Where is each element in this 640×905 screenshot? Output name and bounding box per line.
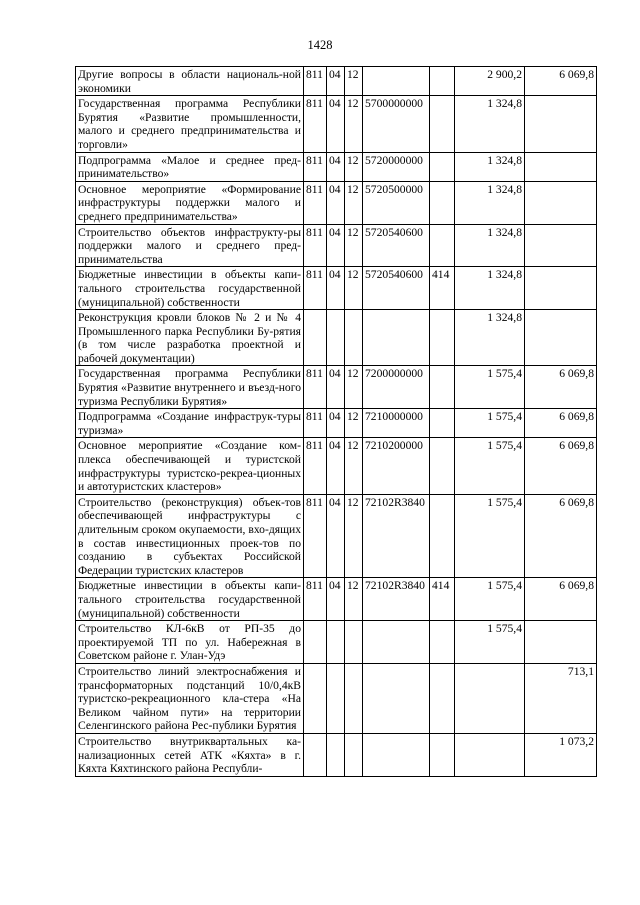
ministry-code-cell: 811 bbox=[304, 578, 327, 621]
row-name-cell: Государственная программа Республики Бурятия «Развитие внутреннего и въезд-ного туризма Республики Бурятия» bbox=[76, 366, 304, 409]
subsection-code-cell bbox=[345, 310, 363, 366]
section-code-cell: 04 bbox=[327, 152, 345, 181]
ministry-code-cell: 811 bbox=[304, 96, 327, 152]
amount-year1-cell: 1 324,8 bbox=[455, 310, 525, 366]
subsection-code-cell: 12 bbox=[345, 181, 363, 224]
subsection-code-cell: 12 bbox=[345, 438, 363, 494]
table-row bbox=[76, 733, 597, 776]
amount-year1-cell: 1 324,8 bbox=[455, 96, 525, 152]
expense-type-cell bbox=[430, 67, 455, 96]
row-name-cell: Основное мероприятие «Формирование инфраструктуры поддержки малого и среднего предпринимательства» bbox=[76, 181, 304, 224]
amount-year1-cell: 1 324,8 bbox=[455, 267, 525, 310]
section-code-cell: 04 bbox=[327, 409, 345, 438]
row-name-cell: Государственная программа Республики Бурятия «Развитие промышленности, малого и среднего предпринимательства и торговли» bbox=[76, 96, 304, 152]
amount-year1-cell bbox=[455, 733, 525, 776]
section-code-cell: 04 bbox=[327, 494, 345, 578]
amount-year1-cell: 1 575,4 bbox=[455, 409, 525, 438]
section-code-cell: 04 bbox=[327, 224, 345, 267]
subsection-code-cell bbox=[345, 663, 363, 733]
row-name-cell: Строительство внутриквартальных ка-нализационных сетей АТК «Кяхта» в г. Кяхта Кяхтинского района Республи- bbox=[76, 733, 304, 776]
amount-year2-cell: 713,1 bbox=[525, 663, 597, 733]
table-row bbox=[76, 663, 597, 733]
ministry-code-cell: 811 bbox=[304, 67, 327, 96]
section-code-cell: 04 bbox=[327, 438, 345, 494]
ministry-code-cell: 811 bbox=[304, 409, 327, 438]
amount-year2-cell: 6 069,8 bbox=[525, 578, 597, 621]
table-row bbox=[76, 621, 597, 664]
ministry-code-cell bbox=[304, 310, 327, 366]
amount-year1-cell: 1 575,4 bbox=[455, 621, 525, 664]
amount-year2-cell: 6 069,8 bbox=[525, 494, 597, 578]
row-name-cell: Подпрограмма «Малое и среднее пред-принимательство» bbox=[76, 152, 304, 181]
row-name-cell: Строительство КЛ-6кВ от РП-35 до проектируемой ТП по ул. Набережная в Советском районе г. Улан-Удэ bbox=[76, 621, 304, 664]
expense-type-cell: 414 bbox=[430, 578, 455, 621]
row-name-cell: Бюджетные инвестиции в объекты капи-тального строительства государственной (муниципальной) собственности bbox=[76, 267, 304, 310]
article-code-cell: 7210000000 bbox=[363, 409, 430, 438]
amount-year2-cell: 6 069,8 bbox=[525, 67, 597, 96]
ministry-code-cell: 811 bbox=[304, 181, 327, 224]
subsection-code-cell: 12 bbox=[345, 152, 363, 181]
amount-year1-cell: 1 324,8 bbox=[455, 152, 525, 181]
expense-type-cell bbox=[430, 494, 455, 578]
amount-year2-cell bbox=[525, 181, 597, 224]
subsection-code-cell bbox=[345, 733, 363, 776]
table-row bbox=[76, 267, 597, 310]
amount-year1-cell: 1 324,8 bbox=[455, 181, 525, 224]
article-code-cell: 7200000000 bbox=[363, 366, 430, 409]
budget-table bbox=[75, 66, 597, 777]
ministry-code-cell: 811 bbox=[304, 152, 327, 181]
table-row bbox=[76, 224, 597, 267]
expense-type-cell bbox=[430, 181, 455, 224]
expense-type-cell bbox=[430, 438, 455, 494]
table-row bbox=[76, 494, 597, 578]
amount-year2-cell bbox=[525, 310, 597, 366]
section-code-cell: 04 bbox=[327, 181, 345, 224]
expense-type-cell: 414 bbox=[430, 267, 455, 310]
section-code-cell: 04 bbox=[327, 67, 345, 96]
subsection-code-cell: 12 bbox=[345, 494, 363, 578]
amount-year2-cell bbox=[525, 96, 597, 152]
amount-year1-cell: 1 575,4 bbox=[455, 494, 525, 578]
ministry-code-cell bbox=[304, 663, 327, 733]
expense-type-cell bbox=[430, 224, 455, 267]
article-code-cell bbox=[363, 733, 430, 776]
row-name-cell: Бюджетные инвестиции в объекты капи-тального строительства государственной (муниципальной) собственности bbox=[76, 578, 304, 621]
table-row bbox=[76, 578, 597, 621]
amount-year1-cell: 1 575,4 bbox=[455, 578, 525, 621]
section-code-cell bbox=[327, 733, 345, 776]
amount-year1-cell: 1 575,4 bbox=[455, 438, 525, 494]
section-code-cell: 04 bbox=[327, 96, 345, 152]
expense-type-cell bbox=[430, 366, 455, 409]
ministry-code-cell: 811 bbox=[304, 438, 327, 494]
row-name-cell: Строительство линий электроснабжения и трансформаторных подстанций 10/0,4кВ туристско-рекреационного кла-стера «На Великом чайном пути» на территории Селенгинского района Рес-публики Бурятия bbox=[76, 663, 304, 733]
table-row bbox=[76, 152, 597, 181]
amount-year2-cell: 6 069,8 bbox=[525, 366, 597, 409]
section-code-cell bbox=[327, 621, 345, 664]
subsection-code-cell: 12 bbox=[345, 409, 363, 438]
table-row bbox=[76, 67, 597, 96]
article-code-cell: 5720500000 bbox=[363, 181, 430, 224]
expense-type-cell bbox=[430, 152, 455, 181]
amount-year1-cell bbox=[455, 663, 525, 733]
ministry-code-cell: 811 bbox=[304, 224, 327, 267]
table-body bbox=[76, 67, 597, 777]
amount-year1-cell: 2 900,2 bbox=[455, 67, 525, 96]
table-row bbox=[76, 310, 597, 366]
page-number: 1428 bbox=[307, 38, 333, 52]
article-code-cell: 5700000000 bbox=[363, 96, 430, 152]
article-code-cell bbox=[363, 621, 430, 664]
table-row bbox=[76, 366, 597, 409]
amount-year2-cell bbox=[525, 621, 597, 664]
row-name-cell: Основное мероприятие «Создание ком-плекса обеспечивающей и туристской инфраструктуры туристско-рекреа-ционных и автотуристских кластеров» bbox=[76, 438, 304, 494]
amount-year2-cell: 6 069,8 bbox=[525, 438, 597, 494]
ministry-code-cell: 811 bbox=[304, 366, 327, 409]
subsection-code-cell: 12 bbox=[345, 267, 363, 310]
amount-year2-cell: 1 073,2 bbox=[525, 733, 597, 776]
ministry-code-cell bbox=[304, 733, 327, 776]
expense-type-cell bbox=[430, 96, 455, 152]
expense-type-cell bbox=[430, 621, 455, 664]
subsection-code-cell bbox=[345, 621, 363, 664]
subsection-code-cell: 12 bbox=[345, 96, 363, 152]
amount-year2-cell bbox=[525, 224, 597, 267]
expense-type-cell bbox=[430, 310, 455, 366]
section-code-cell: 04 bbox=[327, 366, 345, 409]
article-code-cell bbox=[363, 67, 430, 96]
article-code-cell: 5720540600 bbox=[363, 267, 430, 310]
expense-type-cell bbox=[430, 733, 455, 776]
section-code-cell bbox=[327, 663, 345, 733]
subsection-code-cell: 12 bbox=[345, 578, 363, 621]
table-row bbox=[76, 438, 597, 494]
article-code-cell: 5720540600 bbox=[363, 224, 430, 267]
section-code-cell: 04 bbox=[327, 267, 345, 310]
article-code-cell bbox=[363, 310, 430, 366]
amount-year2-cell: 6 069,8 bbox=[525, 409, 597, 438]
row-name-cell: Другие вопросы в области националь-ной экономики bbox=[76, 67, 304, 96]
expense-type-cell bbox=[430, 663, 455, 733]
subsection-code-cell: 12 bbox=[345, 224, 363, 267]
table-row bbox=[76, 181, 597, 224]
amount-year1-cell: 1 575,4 bbox=[455, 366, 525, 409]
subsection-code-cell: 12 bbox=[345, 366, 363, 409]
article-code-cell: 72102R3840 bbox=[363, 494, 430, 578]
ministry-code-cell: 811 bbox=[304, 267, 327, 310]
row-name-cell: Реконструкция кровли блоков № 2 и № 4 Промышленного парка Республики Бу-рятия (в том числе разработка проектной и рабочей документации) bbox=[76, 310, 304, 366]
row-name-cell: Строительство объектов инфраструкту-ры поддержки малого и среднего пред-принимательства bbox=[76, 224, 304, 267]
row-name-cell: Подпрограмма «Создание инфраструк-туры туризма» bbox=[76, 409, 304, 438]
section-code-cell bbox=[327, 310, 345, 366]
subsection-code-cell: 12 bbox=[345, 67, 363, 96]
expense-type-cell bbox=[430, 409, 455, 438]
amount-year2-cell bbox=[525, 152, 597, 181]
amount-year1-cell: 1 324,8 bbox=[455, 224, 525, 267]
table-row bbox=[76, 409, 597, 438]
ministry-code-cell bbox=[304, 621, 327, 664]
table-row bbox=[76, 96, 597, 152]
article-code-cell: 5720000000 bbox=[363, 152, 430, 181]
article-code-cell bbox=[363, 663, 430, 733]
section-code-cell: 04 bbox=[327, 578, 345, 621]
article-code-cell: 72102R3840 bbox=[363, 578, 430, 621]
row-name-cell: Строительство (реконструкция) объек-тов обеспечивающей инфраструктуры с длительным сроком окупаемости, вхо-дящих в состав инвестиционных проек-тов по созданию в субъектах Российской Федерации туристских кластеров bbox=[76, 494, 304, 578]
article-code-cell: 7210200000 bbox=[363, 438, 430, 494]
amount-year2-cell bbox=[525, 267, 597, 310]
ministry-code-cell: 811 bbox=[304, 494, 327, 578]
